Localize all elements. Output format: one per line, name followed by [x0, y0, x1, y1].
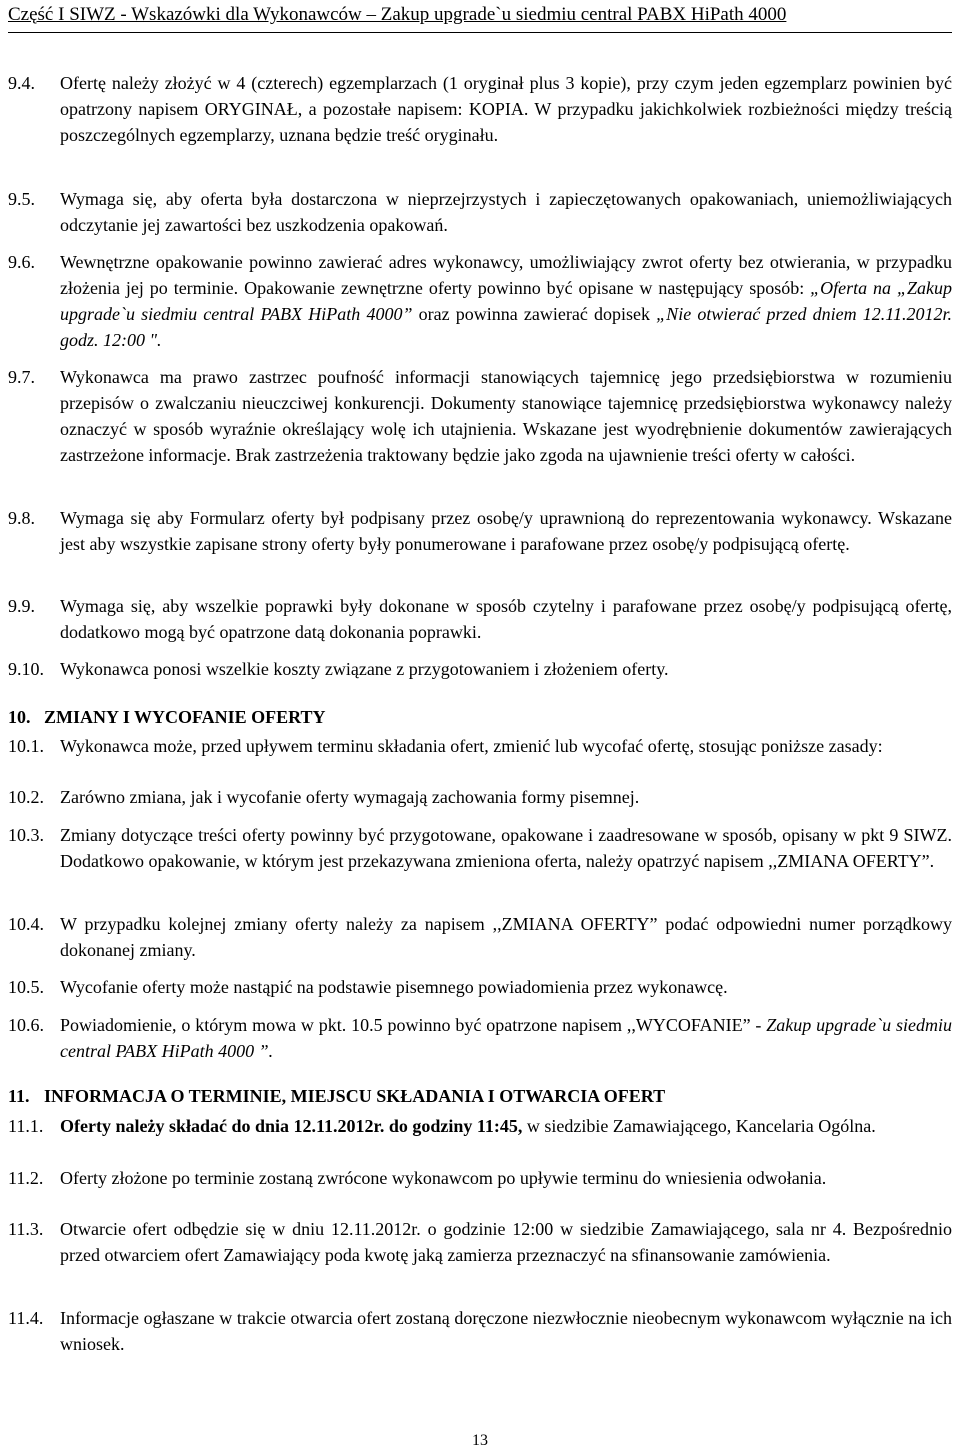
clause-text-italic-d: „Nie otwierać przed dniem 12.11.2012r. godz. 12:00 ".	[60, 304, 952, 350]
section-title: ZMIANY I WYCOFANIE OFERTY	[44, 707, 326, 727]
clause-text: Oferty złożone po terminie zostaną zwrócone wykonawcom po upływie terminu do wniesienia odwołania.	[60, 1168, 827, 1188]
clause-number: 9.7.	[8, 367, 35, 387]
clause-number: 11.4.	[8, 1308, 44, 1328]
clause-11-4	[8, 1305, 952, 1357]
clause-9-10	[8, 656, 952, 682]
clause-number: 10.6.	[8, 1015, 44, 1035]
clause-text: Wykonawca może, przed upływem terminu składania ofert, zmienić lub wycofać ofertę, stosując poniższe zasady:	[60, 736, 883, 756]
clause-number: 9.9.	[8, 596, 35, 616]
clause-text-c: oraz powinna zawierać dopisek	[412, 304, 657, 324]
clause-text: Zarówno zmiana, jak i wycofanie oferty wymagają zachowania formy pisemnej.	[60, 787, 640, 807]
clause-9-4	[8, 70, 952, 148]
section-number: 10.	[8, 707, 31, 727]
clause-text: Ofertę należy złożyć w 4 (czterech) egzemplarzach (1 oryginał plus 3 kopie), przy czym jeden egzemplarz powinien być opatrzony napisem ORYGINAŁ, a pozostałe napisem: KOPIA. W przypadku jakichkolwiek rozbieżności między treścią poszczególnych egzemplarzy, uznana będzie treść oryginału.	[60, 73, 952, 145]
clause-9-7	[8, 364, 952, 468]
clause-number: 11.2.	[8, 1168, 44, 1188]
clause-number: 11.1.	[8, 1116, 44, 1136]
clause-text-italic-b: „Oferta na „Zakup upgrade`u siedmiu central PABX HiPath 4000”	[60, 278, 952, 324]
clause-9-8	[8, 505, 952, 557]
clause-text: Informacje ogłaszane w trakcie otwarcia ofert zostaną doręczone niezwłocznie nieobecnym wykonawcom wyłącznie na ich wniosek.	[60, 1308, 952, 1354]
clause-text-a: Wewnętrzne opakowanie powinno zawierać adres wykonawcy, umożliwiający zwrot oferty bez otwierania, w przypadku złożenia jej po terminie. Opakowanie zewnętrzne oferty powinno być opisane w następujący sposób:	[60, 252, 952, 298]
clause-9-6	[8, 249, 952, 353]
page-header: Część I SIWZ - Wskazówki dla Wykonawców – Zakup upgrade`u siedmiu central PABX HiPath 4000	[8, 4, 787, 25]
clause-11-3	[8, 1216, 952, 1268]
clause-text: Wymaga się aby Formularz oferty był podpisany przez osobę/y uprawnioną do reprezentowania wykonawcy. Wskazane jest aby wszystkie zapisane strony oferty były ponumerowane i parafowane przez osobę/y podpisującą ofertę.	[60, 508, 952, 554]
clause-11-2	[8, 1165, 952, 1191]
clause-number: 9.4.	[8, 73, 35, 93]
clause-number: 9.6.	[8, 252, 35, 272]
clause-text-bold: Oferty należy składać do dnia 12.11.2012r. do godziny 11:45,	[60, 1116, 523, 1136]
clause-10-2	[8, 784, 952, 810]
clause-text-italic-b: Zakup upgrade`u siedmiu central PABX HiPath 4000 ”.	[60, 1015, 953, 1061]
clause-number: 10.1.	[8, 736, 44, 756]
clause-text: Wycofanie oferty może nastąpić na podstawie pisemnego powiadomienia przez wykonawcę.	[60, 977, 728, 997]
section-11-heading	[8, 1086, 665, 1107]
clause-10-1	[8, 733, 952, 759]
clause-number: 11.3.	[8, 1219, 44, 1239]
clause-10-3	[8, 822, 952, 874]
clause-text: W przypadku kolejnej zmiany oferty należy za napisem ,,ZMIANA OFERTY” podać odpowiedni numer porządkowy dokonanej zmiany.	[60, 914, 952, 960]
clause-text: Otwarcie ofert odbędzie się w dniu 12.11.2012r. o godzinie 12:00 w siedzibie Zamawiającego, sala nr 4. Bezpośrednio przed otwarciem ofert Zamawiający poda kwotę jaką zamierza przeznaczyć na sfinansowanie zamówienia.	[60, 1219, 952, 1265]
clause-10-5	[8, 974, 952, 1000]
clause-text	[60, 1113, 952, 1139]
clause-number: 10.2.	[8, 787, 44, 807]
clause-number: 10.5.	[8, 977, 44, 997]
clause-text	[60, 249, 952, 353]
clause-text: Zmiany dotyczące treści oferty powinny być przygotowane, opakowane i zaadresowane w sposób, opisany w pkt 9 SIWZ. Dodatkowo opakowanie, w którym jest przekazywana zmieniona oferta, należy opatrzyć napisem ,,ZMIANA OFERTY”.	[60, 825, 952, 871]
section-number: 11.	[8, 1086, 30, 1106]
clause-number: 9.8.	[8, 508, 35, 528]
page-number: 13	[472, 1432, 488, 1449]
clause-text-a: Powiadomienie, o którym mowa w pkt. 10.5 powinno być opatrzone napisem ,,WYCOFANIE” -	[60, 1015, 762, 1035]
section-10-heading	[8, 707, 326, 728]
header-rule	[8, 32, 952, 33]
clause-11-1	[8, 1113, 952, 1139]
clause-9-5	[8, 186, 952, 238]
clause-number: 10.4.	[8, 914, 44, 934]
clause-text: Wymaga się, aby oferta była dostarczona w nieprzejrzystych i zapieczętowanych opakowaniach, uniemożliwiających odczytanie jej zawartości bez uszkodzenia opakowań.	[60, 189, 952, 235]
clause-text	[60, 1012, 952, 1064]
section-title: INFORMACJA O TERMINIE, MIEJSCU SKŁADANIA I OTWARCIA OFERT	[44, 1086, 666, 1106]
clause-text: Wymaga się, aby wszelkie poprawki były dokonane w sposób czytelny i parafowane przez osobę/y podpisującą ofertę, dodatkowo mogą być opatrzone datą dokonania poprawki.	[60, 596, 952, 642]
clause-10-4	[8, 911, 952, 963]
clause-number: 9.5.	[8, 189, 35, 209]
clause-text: Wykonawca ma prawo zastrzec poufność informacji stanowiących tajemnicę jego przedsiębiorstwa w rozumieniu przepisów o zwalczaniu nieuczciwej konkurencji. Dokumenty stanowiące tajemnicę przedsiębiorstwa wykonawcy należy oznaczyć w sposób wyraźnie określający wolę ich utajnienia. Wskazane jest wyodrębnienie dokumentów zawierających zastrzeżone informacje. Brak zastrzeżenia traktowany będzie jako zgoda na ujawnienie treści oferty w całości.	[60, 367, 952, 465]
clause-number: 9.10.	[8, 659, 44, 679]
clause-text: Wykonawca ponosi wszelkie koszty związane z przygotowaniem i złożeniem oferty.	[60, 659, 669, 679]
clause-text-rest: w siedzibie Zamawiającego, Kancelaria Ogólna.	[522, 1116, 876, 1136]
clause-10-6	[8, 1012, 952, 1064]
clause-9-9	[8, 593, 952, 645]
clause-number: 10.3.	[8, 825, 44, 845]
